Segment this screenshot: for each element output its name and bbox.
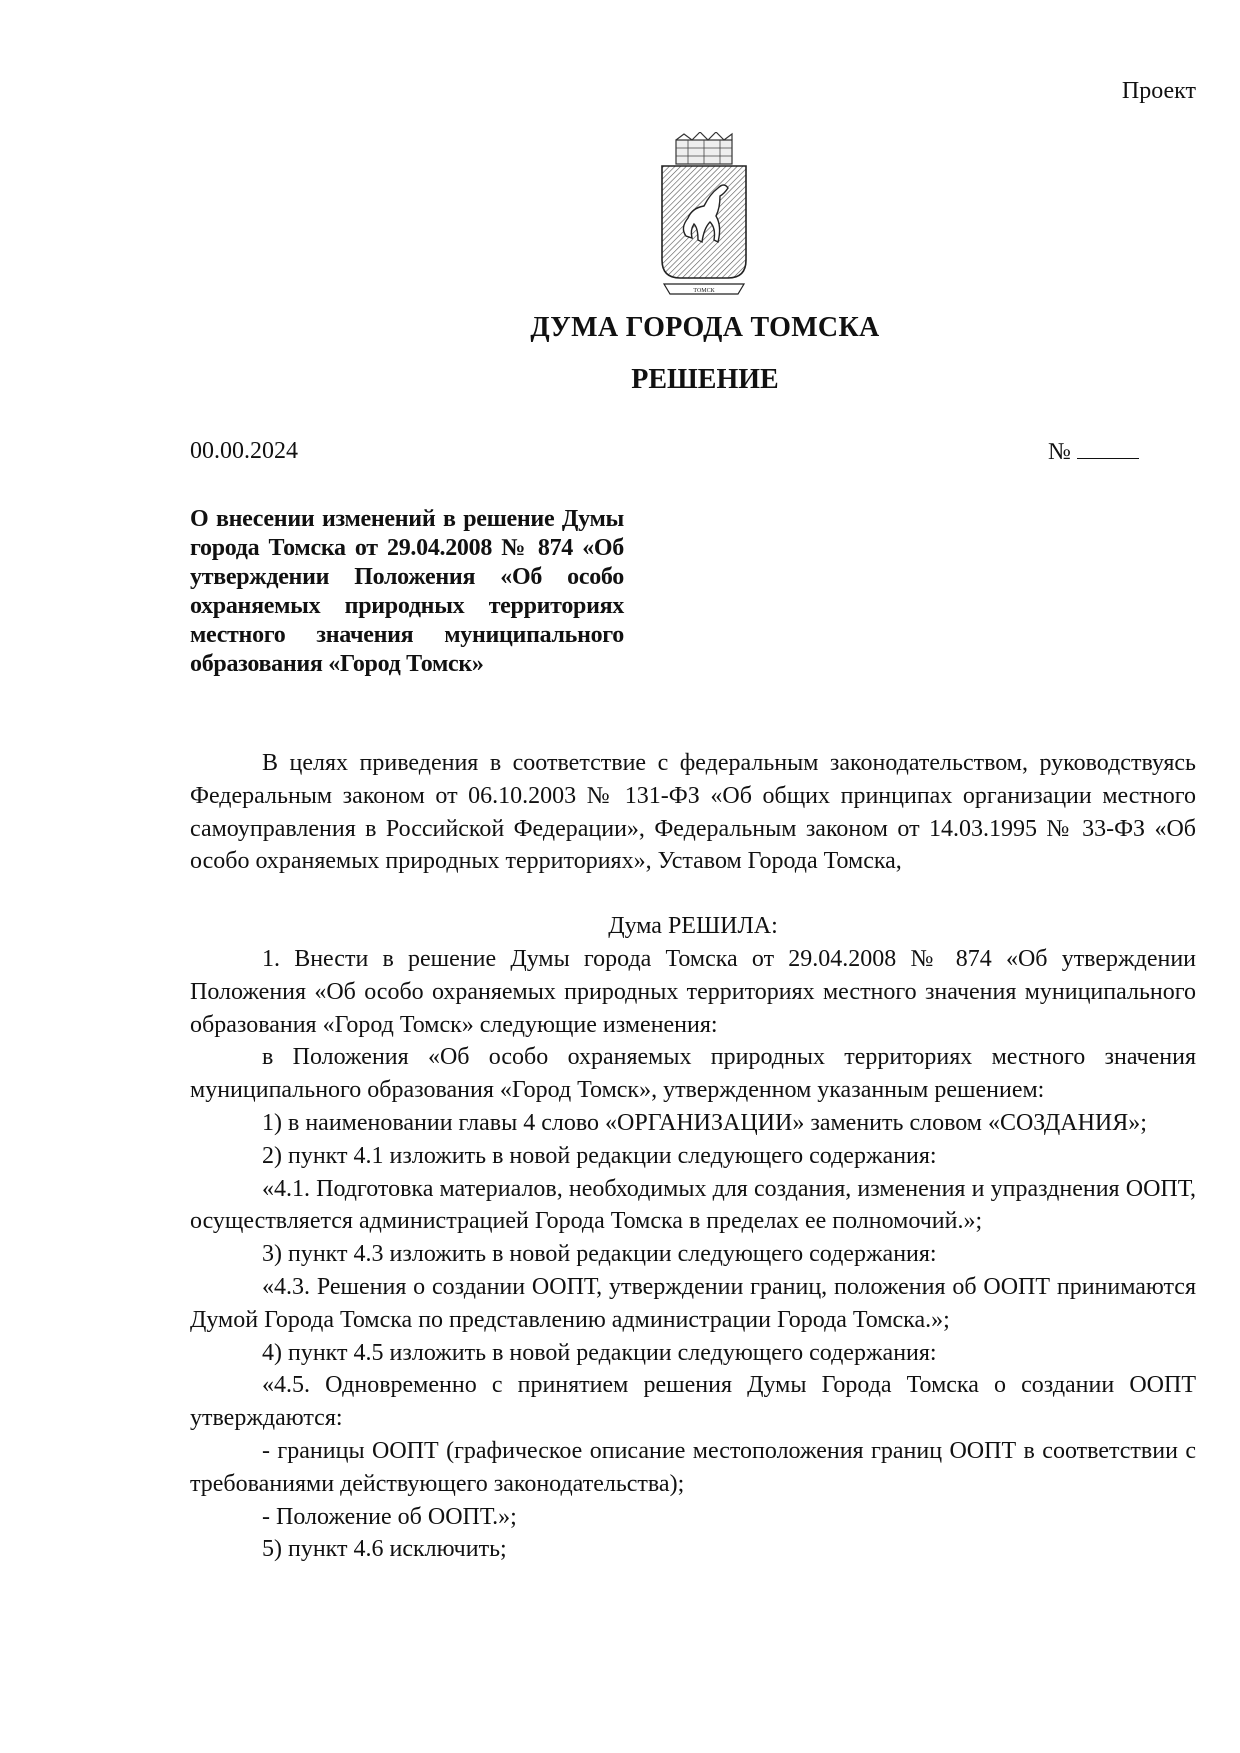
paragraph: 1) в наименовании главы 4 слово «ОРГАНИЗАЦИИ» заменить словом «СОЗДАНИЯ»; (262, 1109, 1147, 1136)
paragraph: «4.1. Подготовка материалов, необходимых для создания, изменения и упразднения ООПТ, осуществляется администрацией Города Томска в пределах ее полномочий.»; (190, 1175, 1196, 1235)
document-body (190, 747, 1196, 1566)
number-blank (1077, 438, 1139, 459)
organization-name: ДУМА ГОРОДА ТОМСКА (530, 312, 880, 343)
paragraph: 3) пункт 4.3 изложить в новой редакции следующего содержания: (262, 1241, 937, 1268)
coat-of-arms-emblem (658, 132, 750, 304)
paragraph: 2) пункт 4.1 изложить в новой редакции следующего содержания: (262, 1142, 937, 1169)
svg-text:ТОМСК: ТОМСК (693, 288, 715, 294)
paragraph: - Положение об ООПТ.»; (262, 1503, 517, 1530)
paragraph: - границы ООПТ (графическое описание местоположения границ ООПТ в соответствии с требованиями действующего законодательства); (190, 1437, 1196, 1497)
document-date: 00.00.2024 (190, 438, 298, 464)
resolved-heading: Дума РЕШИЛА: (608, 913, 778, 940)
number-label: № (1048, 439, 1071, 465)
paragraph: в Положения «Об особо охраняемых природных территориях местного значения муниципального образования «Город Томск», утвержденном указанным решением: (190, 1044, 1196, 1104)
document-type: РЕШЕНИЕ (631, 364, 779, 395)
paragraph: 5) пункт 4.6 исключить; (262, 1536, 507, 1563)
paragraph: 1. Внести в решение Думы города Томска от 29.04.2008 № 874 «Об утверждении Положения «Об особо охраняемых природных территориях местного значения муниципального образования «Город Томск» следующие изменения: (190, 945, 1196, 1038)
draft-label: Проект (1121, 78, 1196, 104)
paragraph: 4) пункт 4.5 изложить в новой редакции следующего содержания: (262, 1339, 937, 1366)
crown-icon (676, 132, 732, 164)
preamble: В целях приведения в соответствие с федеральным законодательством, руководствуясь Федеральным законом от 06.10.2003 № 131-ФЗ «Об общих принципах организации местного самоуправления в Российской Федерации», Федеральным законом от 14.03.1995 № 33-ФЗ «Об особо охраняемых природных территориях», Уставом Города Томска, (190, 750, 1196, 875)
paragraph: «4.3. Решения о создании ООПТ, утверждении границ, положения об ООПТ принимаются Думой Города Томска по представлению администрации Города Томска.»; (190, 1273, 1196, 1333)
document-title: О внесении изменений в решение Думы города Томска от 29.04.2008 № 874 «Об утверждении Положения «Об особо охраняемых природных территориях местного значения муниципального образования «Город Томск» (190, 506, 624, 677)
document-number (1048, 438, 1139, 466)
paragraph: «4.5. Одновременно с принятием решения Думы Города Томска о создании ООПТ утверждаются: (190, 1372, 1196, 1432)
ribbon-icon (664, 284, 744, 294)
